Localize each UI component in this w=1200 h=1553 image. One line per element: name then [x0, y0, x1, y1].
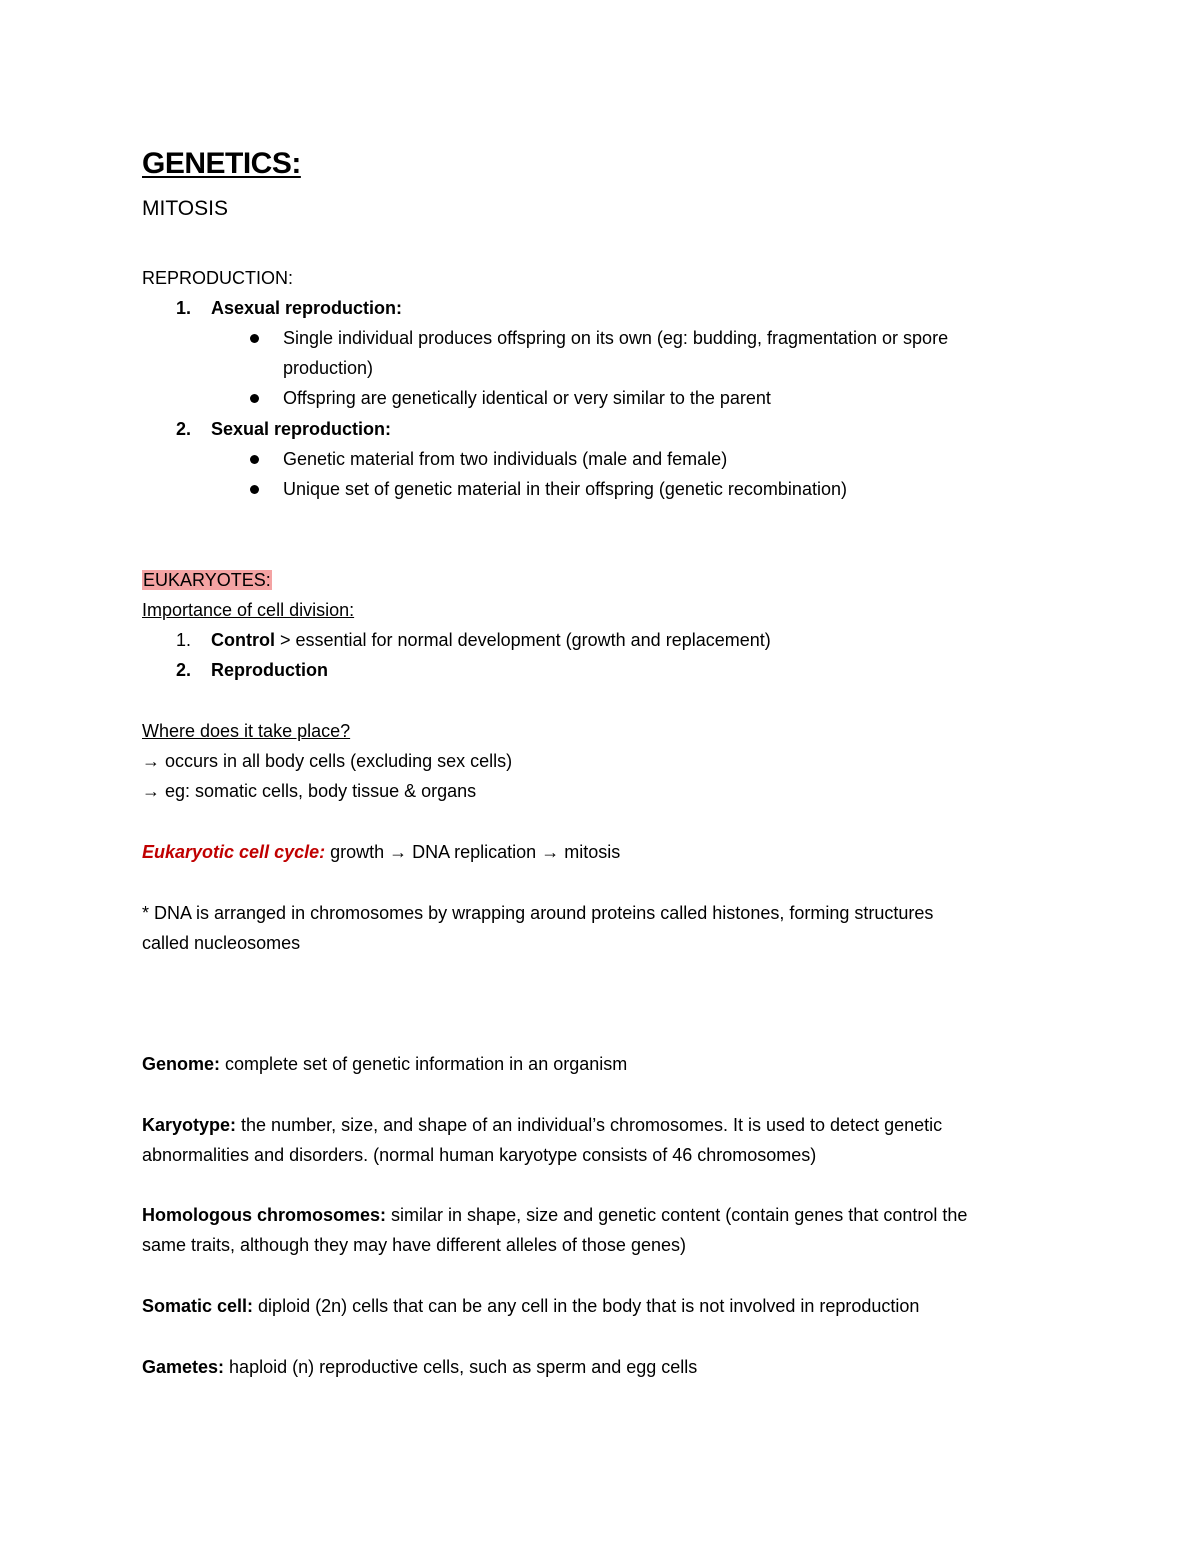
where-line: → occurs in all body cells (excluding sex cells): [142, 751, 513, 771]
list-item: Unique set of genetic material in their offspring (genetic recombination): [283, 479, 847, 499]
bullet-icon: [250, 334, 259, 343]
asexual-reproduction-label: Asexual reproduction:: [211, 298, 403, 318]
definition-text: haploid (n) reproductive cells, such as sperm and egg cells: [224, 1357, 698, 1377]
list-item-continued: production): [283, 358, 374, 378]
control-definition: > essential for normal development (growth and replacement): [274, 630, 771, 650]
list-number: 2.: [176, 660, 192, 680]
definition-term: Genome:: [142, 1054, 221, 1074]
definition-text: the number, size, and shape of an individual’s chromosomes. It is used to detect genetic: [236, 1115, 943, 1135]
list-item: Single individual produces offspring on its own (eg: budding, fragmentation or spore: [283, 328, 949, 348]
list-number: 1.: [176, 298, 192, 318]
reproduction-term: Reproduction: [211, 660, 328, 680]
reproduction-heading: REPRODUCTION:: [142, 268, 294, 288]
list-item: Offspring are genetically identical or very similar to the parent: [283, 388, 771, 408]
page-title: GENETICS:: [142, 147, 301, 180]
control-term: Control: [211, 630, 275, 650]
bullet-icon: [250, 485, 259, 494]
eukaryotes-heading-text: EUKARYOTES:: [143, 570, 271, 590]
bullet-icon: [250, 455, 259, 464]
definition-text: similar in shape, size and genetic content (contain genes that control the: [386, 1205, 968, 1225]
definition-text-continued: abnormalities and disorders. (normal human karyotype consists of 46 chromosomes): [142, 1145, 817, 1165]
bullet-icon: [250, 394, 259, 403]
definition-genome: [142, 1052, 627, 1076]
definition-term: Homologous chromosomes:: [142, 1205, 387, 1225]
cell-cycle-text: growth → DNA replication → mitosis: [325, 842, 621, 862]
definition-term: Gametes:: [142, 1357, 225, 1377]
definition-term: Karyotype:: [142, 1115, 237, 1135]
definition-karyotype: [142, 1113, 942, 1137]
importance-heading: Importance of cell division:: [142, 600, 355, 620]
where-line: → eg: somatic cells, body tissue & organs: [142, 781, 477, 801]
definition-text: complete set of genetic information in an organism: [220, 1054, 628, 1074]
list-item: Genetic material from two individuals (male and female): [283, 449, 728, 469]
cell-cycle-line: [142, 840, 620, 864]
dna-note: * DNA is arranged in chromosomes by wrapping around proteins called histones, forming structures: [142, 903, 934, 923]
definition-term: Somatic cell:: [142, 1296, 254, 1316]
sexual-reproduction-label: Sexual reproduction:: [211, 419, 392, 439]
cell-cycle-term: Eukaryotic cell cycle:: [142, 842, 326, 862]
list-number: 1.: [176, 630, 192, 650]
where-heading: Where does it take place?: [142, 721, 351, 741]
dna-note-continued: called nucleosomes: [142, 933, 301, 953]
definition-text-continued: same traits, although they may have different alleles of those genes): [142, 1235, 686, 1255]
list-number: 2.: [176, 419, 192, 439]
definition-somatic-cell: [142, 1294, 919, 1318]
eukaryotes-heading: [142, 568, 272, 592]
list-item: [211, 628, 771, 652]
definition-gametes: [142, 1355, 697, 1379]
page-subtitle: MITOSIS: [142, 197, 228, 220]
definition-text: diploid (2n) cells that can be any cell in the body that is not involved in reproduction: [253, 1296, 920, 1316]
definition-homologous-chromosomes: [142, 1203, 967, 1227]
